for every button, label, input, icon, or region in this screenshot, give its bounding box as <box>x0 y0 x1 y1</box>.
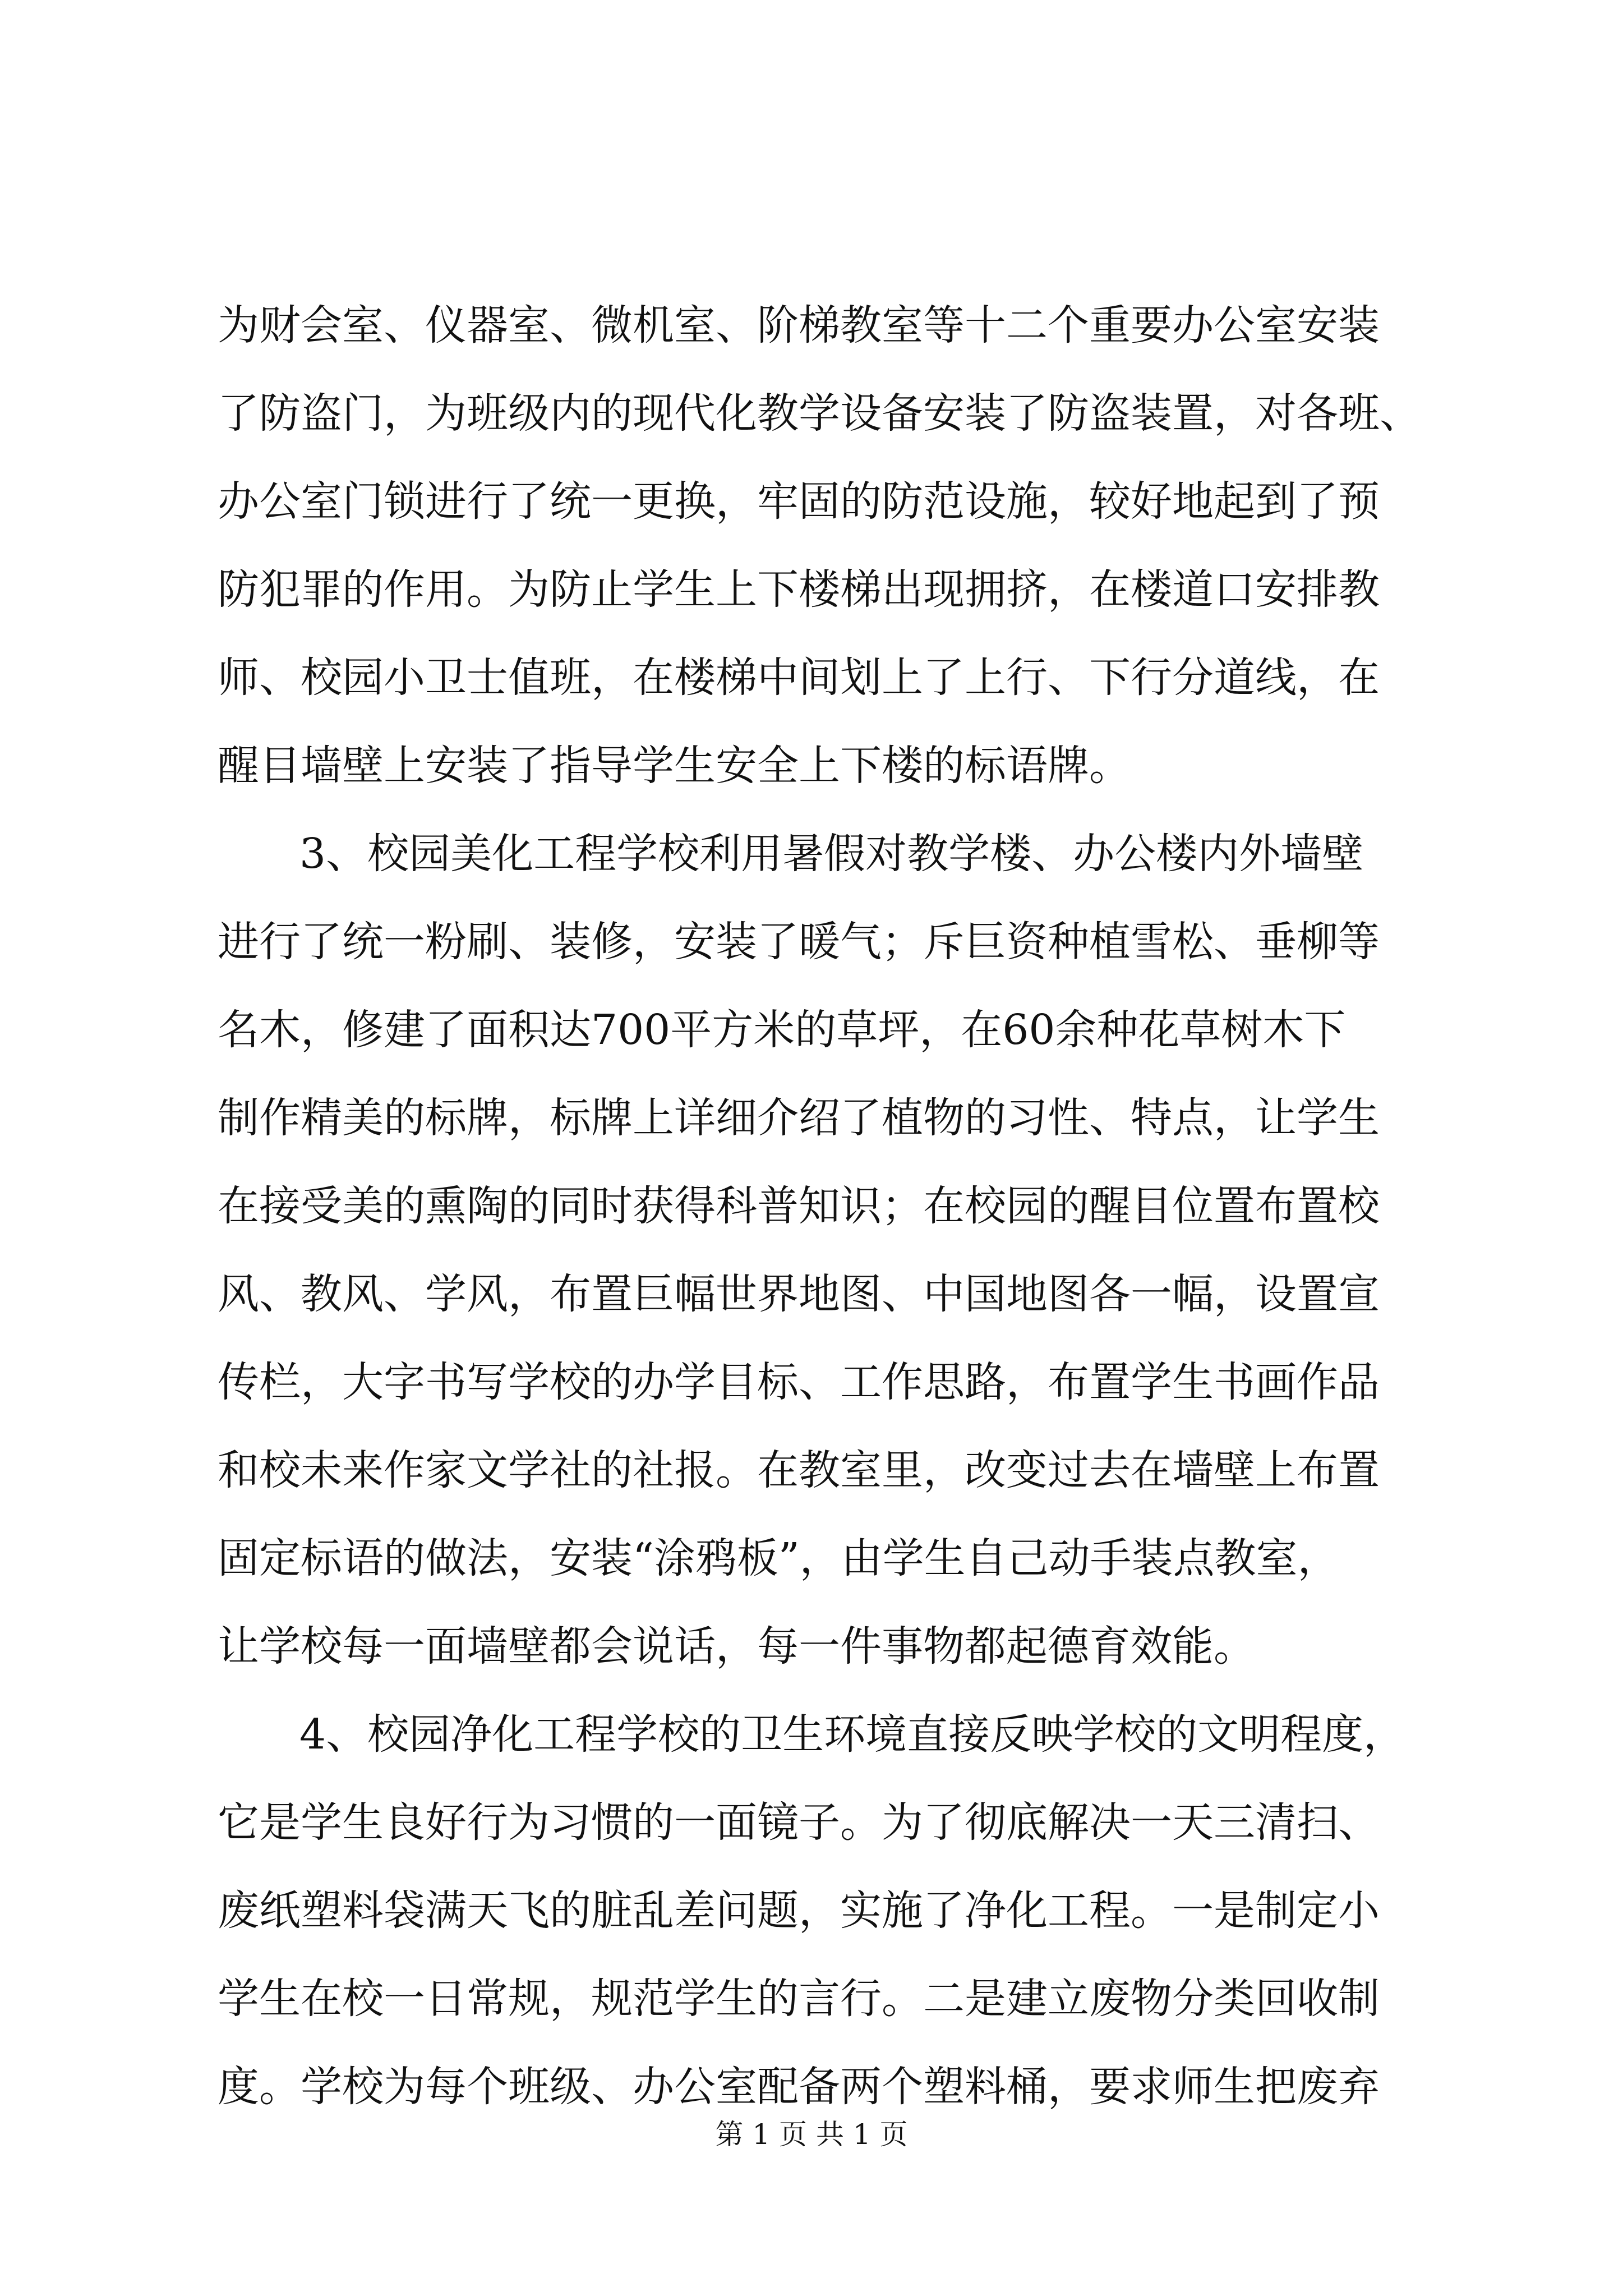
text-line: 师、校园小卫士值班，在楼梯中间划上了上行、下行分道线，在 <box>218 654 1380 702</box>
text-line: 3、校园美化工程学校利用暑假对教学楼、办公楼内外墙壁 <box>299 830 1364 878</box>
text-line: 进行了统一粉刷、装修，安装了暖气；斥巨资种植雪松、垂柳等 <box>218 918 1380 966</box>
text-line: 它是学生良好行为习惯的一面镜子。为了彻底解决一天三清扫、 <box>218 1798 1380 1847</box>
text-line: 风、教风、学风，布置巨幅世界地图、中国地图各一幅，设置宣 <box>218 1270 1380 1318</box>
text-line: 固定标语的做法，安装“涂鸦板”，由学生自己动手装点教室， <box>218 1534 1339 1582</box>
text-line: 醒目墙壁上安装了指导学生安全上下楼的标语牌。 <box>218 742 1131 790</box>
text-line: 在接受美的熏陶的同时获得科普知识；在校园的醒目位置布置校 <box>218 1182 1380 1230</box>
text-line: 和校未来作家文学社的社报。在教室里，改变过去在墙壁上布置 <box>218 1446 1380 1494</box>
text-line: 4、校园净化工程学校的卫生环境直接反映学校的文明程度， <box>299 1710 1405 1759</box>
text-line: 制作精美的标牌，标牌上详细介绍了植物的习性、特点，让学生 <box>218 1094 1380 1142</box>
text-line: 废纸塑料袋满天飞的脏乱差问题，实施了净化工程。一是制定小 <box>218 1887 1380 1935</box>
text-line: 办公室门锁进行了统一更换，牢固的防范设施，较好地起到了预 <box>218 477 1380 526</box>
text-line: 防犯罪的作用。为防止学生上下楼梯出现拥挤，在楼道口安排教 <box>218 565 1380 614</box>
text-line: 了防盗门，为班级内的现代化教学设备安装了防盗装置，对各班、 <box>218 389 1421 438</box>
page-footer: 第 1 页 共 1 页 <box>715 2118 908 2151</box>
text-line: 学生在校一日常规，规范学生的言行。二是建立废物分类回收制 <box>218 1975 1380 2023</box>
text-line: 为财会室、仪器室、微机室、阶梯教室等十二个重要办公室安装 <box>218 301 1380 349</box>
text-line: 度。学校为每个班级、办公室配备两个塑料桶，要求师生把废弃 <box>218 2063 1380 2111</box>
text-line: 名木，修建了面积达700平方米的草坪，在60余种花草树木下 <box>218 1006 1346 1054</box>
text-line: 传栏，大字书写学校的办学目标、工作思路，布置学生书画作品 <box>218 1358 1380 1406</box>
text-line: 让学校每一面墙壁都会说话，每一件事物都起德育效能。 <box>218 1622 1255 1671</box>
